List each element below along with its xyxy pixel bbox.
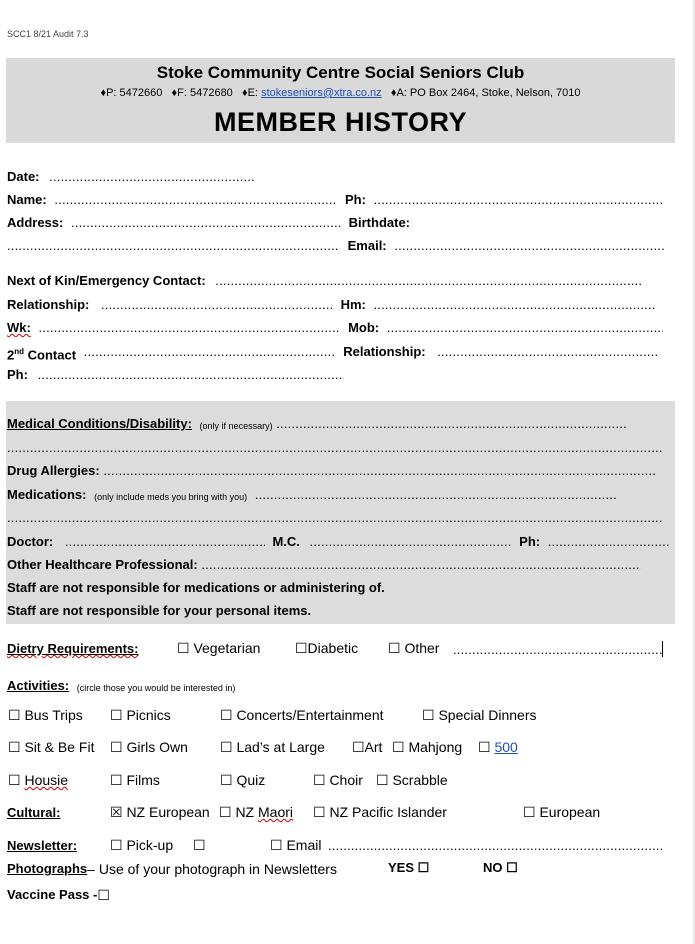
doctor-label: Doctor: <box>7 534 54 549</box>
postal-address: ♦A: PO Box 2464, Stoke, Nelson, 7010 <box>390 87 581 99</box>
wk-label: Wk: <box>7 320 31 335</box>
second-contact-number: 2 <box>7 347 15 363</box>
activity-concerts[interactable]: ☐ Concerts/Entertainment <box>220 707 384 723</box>
hm-label: Hm: <box>340 297 366 312</box>
photographs-yes[interactable]: YES ☐ <box>388 860 430 875</box>
dietary-label <box>7 641 138 657</box>
vaccine-row <box>7 887 110 903</box>
activity-500[interactable] <box>478 739 518 756</box>
activity-500-label: 500 <box>494 739 518 755</box>
second-contact-label <box>7 344 76 363</box>
second-contact-text: Contact <box>27 347 77 363</box>
ph-field[interactable] <box>374 192 662 208</box>
doctor-ph-field[interactable] <box>548 534 670 550</box>
medical-line2-row <box>7 440 662 456</box>
address-row <box>7 215 410 231</box>
activity-housie[interactable] <box>8 772 68 789</box>
staff-items-note: Staff are not responsible for your personal items. <box>7 603 312 618</box>
relationship2-field[interactable] <box>437 344 657 360</box>
address-line2-row <box>7 238 666 254</box>
wk-row <box>7 320 663 336</box>
relationship2-label: Relationship: <box>343 344 426 359</box>
ph2-row <box>7 367 344 383</box>
newsletter-row <box>7 838 77 854</box>
newsletter-email[interactable]: ☐ Email <box>270 837 322 853</box>
activity-sit-be-fit[interactable]: ☐ Sit & Be Fit <box>8 739 95 755</box>
email-prefix: ♦E: <box>241 87 258 99</box>
cultural-pacific-islander[interactable]: ☐ NZ Pacific Islander <box>313 804 447 820</box>
other-hcp-row <box>7 557 641 573</box>
form-header <box>6 58 675 143</box>
mob-field[interactable] <box>387 320 663 336</box>
phone: ♦P: 5472660 <box>100 87 163 99</box>
activity-scrabble[interactable]: ☐ Scrabble <box>376 772 448 788</box>
medical-conditions-line2[interactable] <box>7 440 662 456</box>
photographs-row <box>7 861 337 877</box>
text-cursor <box>662 641 663 657</box>
newsletter-email-field[interactable] <box>328 838 662 854</box>
hm-field[interactable] <box>374 297 656 313</box>
mc-field[interactable] <box>310 534 512 550</box>
second-contact-field[interactable] <box>84 344 336 360</box>
medical-conditions-label: Medical Conditions/Disability: <box>7 416 192 431</box>
second-contact-row <box>7 344 657 363</box>
drug-allergies-label: Drug Allergies: <box>7 463 100 478</box>
ph2-field[interactable] <box>38 367 344 383</box>
relationship-row <box>7 297 656 313</box>
address-label: Address: <box>7 215 64 230</box>
cultural-row <box>7 805 60 821</box>
doctor-field[interactable] <box>65 534 265 550</box>
ph2-label: Ph: <box>7 367 28 382</box>
dietary-other-option[interactable]: ☐ Other <box>388 640 440 656</box>
dietary-other-field-row <box>453 642 662 658</box>
activity-bus-trips[interactable]: ☐ Bus Trips <box>8 707 83 723</box>
dietary-diabetic-option[interactable]: ☐Diabetic <box>295 640 359 656</box>
cultural-european[interactable]: ☐ European <box>523 804 601 820</box>
activities-note: (circle those you would be interested in) <box>76 683 236 693</box>
birthdate-label: Birthdate: <box>348 215 410 230</box>
medications-label: Medications: <box>7 487 87 502</box>
medications-note: (only include meds you bring with you) <box>94 492 248 502</box>
address-line2-field[interactable] <box>7 238 340 254</box>
contact-line <box>6 87 675 99</box>
doctor-row <box>7 534 670 550</box>
photographs-no[interactable]: NO ☐ <box>483 860 518 875</box>
medications-row <box>7 487 617 503</box>
relationship-label: Relationship: <box>7 297 90 312</box>
email-label: Email: <box>347 238 387 253</box>
activity-special-dinners[interactable]: ☐ Special Dinners <box>422 707 537 723</box>
cultural-nz-maori-label: Maori <box>258 804 294 820</box>
activity-500-box: ☐ <box>478 739 491 755</box>
name-field[interactable] <box>54 192 337 208</box>
second-contact-sup: nd <box>14 347 25 356</box>
club-name: Stoke Community Centre Social Seniors Club <box>156 63 525 82</box>
medications-field[interactable] <box>255 487 617 503</box>
newsletter-pickup[interactable]: ☐ Pick-up <box>110 837 174 853</box>
name-row <box>7 192 662 208</box>
doctor-ph-label: Ph: <box>519 534 541 549</box>
ph-label: Ph: <box>345 192 366 207</box>
email-field[interactable] <box>394 238 666 254</box>
drug-allergies-row <box>7 463 655 479</box>
newsletter-label: Newsletter: <box>7 838 78 853</box>
activities-label: Activities: <box>7 678 70 693</box>
vaccine-label: Vaccine Pass - <box>7 887 98 902</box>
activity-mahjong[interactable]: ☐ Mahjong <box>392 739 463 755</box>
staff-meds-note: Staff are not responsible for medications or administering of. <box>7 580 385 595</box>
medical-conditions-row <box>7 416 626 432</box>
email-link[interactable]: stokeseniors@xtra.co.nz <box>261 87 382 99</box>
name-label: Name: <box>7 192 47 207</box>
activity-films[interactable]: ☐ Films <box>110 772 160 788</box>
dietary-other-field[interactable] <box>453 642 662 658</box>
drug-allergies-field[interactable] <box>103 463 655 479</box>
next-of-kin-label: Next of Kin/Emergency Contact: <box>7 273 206 288</box>
newsletter-email-field-row <box>328 838 662 854</box>
fax: ♦F: 5472680 <box>171 87 233 99</box>
activity-art[interactable]: ☐Art <box>352 739 383 755</box>
next-of-kin-field[interactable] <box>215 273 642 289</box>
photographs-label: Photographs <box>7 861 88 876</box>
address-field[interactable] <box>71 215 341 231</box>
activities-heading-row <box>7 678 235 694</box>
vaccine-checkbox[interactable]: ☐ <box>97 887 110 903</box>
newsletter-blank-option[interactable]: ☐ <box>193 837 206 853</box>
medications-line2-row <box>7 510 662 526</box>
cultural-nz-maori[interactable] <box>219 804 293 821</box>
other-hcp-field[interactable] <box>201 557 641 573</box>
activity-housie-label: Housie <box>24 772 69 788</box>
activity-quiz[interactable]: ☐ Quiz <box>220 772 266 788</box>
activity-picnics[interactable]: ☐ Picnics <box>110 707 171 723</box>
medical-conditions-note: (only if necessary) <box>199 421 273 431</box>
document-code: SCC1 8/21 Audit 7.3 <box>7 29 89 39</box>
date-row <box>7 169 255 185</box>
date-label: Date: <box>7 169 40 184</box>
date-field[interactable] <box>49 169 255 185</box>
cultural-label: Cultural: <box>7 805 61 820</box>
photographs-text: – Use of your photograph in Newsletters <box>87 861 337 877</box>
medications-line2[interactable] <box>7 510 662 526</box>
next-of-kin-row <box>7 273 642 289</box>
staff-items-row <box>7 603 311 619</box>
medical-conditions-field[interactable] <box>276 416 626 432</box>
cultural-nz-maori-box: ☐ NZ <box>219 804 255 820</box>
activity-girls-own[interactable]: ☐ Girls Own <box>110 739 188 755</box>
mob-label: Mob: <box>348 320 380 335</box>
dietary-vegetarian-option[interactable]: ☐ Vegetarian <box>177 640 261 656</box>
dietary-row <box>7 641 138 657</box>
wk-field[interactable] <box>38 320 340 336</box>
relationship-field[interactable] <box>101 297 333 313</box>
dietary-label-text: Dietry Requirements: <box>7 641 139 656</box>
activity-housie-box: ☐ <box>8 772 21 788</box>
page-title: MEMBER HISTORY <box>213 107 468 137</box>
other-hcp-label: Other Healthcare Professional: <box>7 557 198 572</box>
mc-label: M.C. <box>272 534 300 549</box>
cultural-nz-european[interactable]: ☒ NZ European <box>110 804 210 820</box>
activity-lads-at-large[interactable]: ☐ Lad’s at Large <box>220 739 325 755</box>
activity-choir[interactable]: ☐ Choir <box>313 772 363 788</box>
staff-meds-row <box>7 580 385 596</box>
